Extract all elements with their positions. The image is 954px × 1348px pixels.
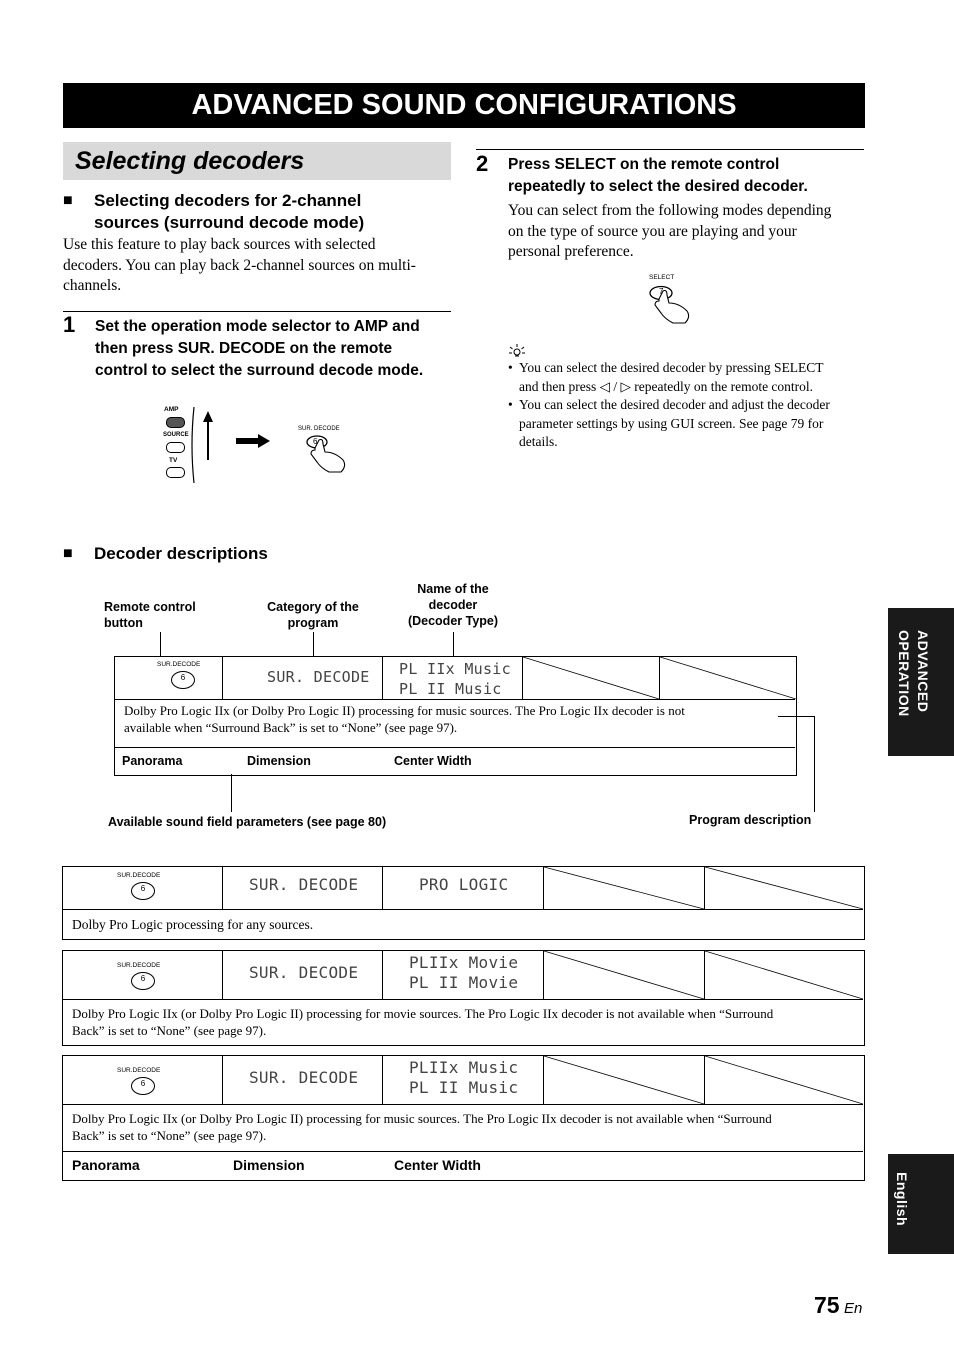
decoder-desc-line1: Dolby Pro Logic IIx (or Dolby Pro Logic II) processing for music sources. The Pro Logic IIx decoder is not available when “Surround <box>72 1111 772 1126</box>
legend-button-cell <box>115 657 223 699</box>
tip1-line2: and then press ◁ / ▷ repeatedly on the remote control. <box>519 378 814 394</box>
empty-slot-diagonal <box>544 951 704 999</box>
callout-params: Available sound field parameters (see page 80) <box>108 815 387 829</box>
decoder-button-cell <box>63 951 223 999</box>
decoder-category: SUR. DECODE <box>249 875 359 894</box>
legend-decoder-table <box>114 656 797 776</box>
legend-program-description <box>124 702 784 736</box>
tip1-line1: • You can select the desired decoder by pressing SELECT <box>519 360 824 375</box>
empty-slot-diagonal <box>705 1056 863 1104</box>
side-tab-english-text: English <box>894 1172 910 1227</box>
decoder-name-line1: PLIIx Movie <box>409 953 519 972</box>
decoder-name-line2: PL II Movie <box>409 973 519 992</box>
step1-rule <box>63 311 451 312</box>
legend-decoder-line2: PL II Music <box>399 680 502 698</box>
tip-item <box>508 359 864 396</box>
decoder-category: SUR. DECODE <box>249 1068 359 1087</box>
decoder-button-cell <box>63 867 223 909</box>
amp-label: AMP <box>164 406 179 413</box>
step2-line2: repeatedly to select the desired decoder. <box>508 178 808 195</box>
decoder-table-pro-logic <box>62 866 865 940</box>
empty-slot-diagonal <box>544 867 704 909</box>
decoder-button-label: SUR.DECODE <box>117 872 161 879</box>
decoder-desc-line2: Back” is set to “None” (see page 97). <box>72 1128 267 1143</box>
legend-desc-line2: available when “Surround Back” is set to “None” (see page 97). <box>124 720 458 735</box>
pressing-hand-icon <box>305 434 350 474</box>
page-lang: En <box>844 1300 863 1317</box>
decoder-table-pliix-music <box>62 1055 865 1181</box>
square-bullet-icon: ■ <box>63 545 73 562</box>
side-tab-advanced-text <box>894 630 932 717</box>
legend-category: SUR. DECODE <box>267 668 370 686</box>
source-label: SOURCE <box>163 432 189 438</box>
param-panorama: Panorama <box>72 1157 140 1173</box>
step2-line1: Press SELECT on the remote control <box>508 156 780 173</box>
empty-slot-diagonal <box>544 1056 704 1104</box>
decoder-name-line1: PLIIx Music <box>409 1058 519 1077</box>
callout-name-line1: Name of the <box>417 582 489 596</box>
up-arrow-icon <box>188 405 218 485</box>
tip2-line2: parameter settings by using GUI screen. See page 79 for <box>519 415 824 431</box>
tips-list <box>508 359 864 452</box>
legend-param-center-width: Center Width <box>394 754 472 768</box>
callout-leader-program-desc-h <box>778 716 815 717</box>
callout-leader-program-desc-v <box>814 716 815 812</box>
step2-rule <box>476 149 864 150</box>
param-dimension: Dimension <box>233 1157 305 1173</box>
amp-selector-button <box>166 417 185 428</box>
step1-instruction <box>95 316 423 382</box>
callout-category-line1: Category of the <box>267 600 359 614</box>
page-header <box>63 83 865 128</box>
decoder-button-number: 6 <box>140 884 146 893</box>
select-number: 7 <box>659 287 664 296</box>
tip-item <box>508 396 864 452</box>
step2-body <box>508 201 864 263</box>
callout-leader-remote <box>160 632 161 656</box>
remote-selector-illustration <box>160 400 360 490</box>
tv-selector-button <box>166 467 185 478</box>
legend-decoder-name <box>399 659 511 699</box>
tip2-line3: details. <box>519 434 558 449</box>
empty-slot-diagonal <box>523 657 659 699</box>
intro-line3: channels. <box>63 277 122 294</box>
callout-name-line2: decoder <box>428 598 478 612</box>
callout-remote-line1: Remote control <box>104 600 196 614</box>
intro-line1: Use this feature to play back sources with selected <box>63 236 376 253</box>
callout-decoder-name <box>393 581 513 629</box>
sur-decode-label: SUR. DECODE <box>298 426 340 432</box>
decoder-button-label: SUR.DECODE <box>117 1067 161 1074</box>
tv-label: TV <box>169 457 178 464</box>
side-tab-advanced-line2: OPERATION <box>896 630 912 717</box>
callout-remote-line2: button <box>104 616 143 630</box>
legend-button-icon <box>171 671 195 689</box>
subsection-title-line1: Selecting decoders for 2-channel <box>94 191 362 210</box>
side-tab-english <box>888 1154 954 1254</box>
step1-line2: then press SUR. DECODE on the remote <box>95 340 393 357</box>
subsection-intro <box>63 235 453 297</box>
empty-slot-diagonal <box>660 657 796 699</box>
legend-button-number: 6 <box>180 673 186 682</box>
subsection-heading <box>63 190 364 234</box>
decoder-button-number: 6 <box>140 974 146 983</box>
callout-remote-button <box>104 599 222 631</box>
section-title: Selecting decoders <box>63 142 451 180</box>
callout-leader-category <box>313 632 314 656</box>
decoder-desc-line2: Back” is set to “None” (see page 97). <box>72 1023 267 1038</box>
decoder-table-pliix-movie <box>62 950 865 1046</box>
lightbulb-hint-icon <box>508 343 526 359</box>
decoder-descriptions-title: Decoder descriptions <box>94 544 268 563</box>
step1-line3: control to select the surround decode mode. <box>95 362 424 379</box>
decoder-desc-line1: Dolby Pro Logic IIx (or Dolby Pro Logic II) processing for movie sources. The Pro Logic IIx decoder is not available when “Surround <box>72 1006 774 1021</box>
empty-slot-diagonal <box>705 867 863 909</box>
source-selector-button <box>166 442 185 453</box>
decoder-name <box>409 1058 518 1098</box>
legend-decoder-line1: PL IIx Music <box>399 660 511 678</box>
intro-line2: decoders. You can play back 2-channel sources on multi- <box>63 256 416 274</box>
select-label: SELECT <box>649 274 675 281</box>
side-tab-advanced-line1: ADVANCED <box>915 630 931 713</box>
decoder-category: SUR. DECODE <box>249 963 359 982</box>
sur-decode-button-icon <box>131 1077 155 1095</box>
legend-button-label: SUR.DECODE <box>157 661 201 668</box>
decoder-descriptions-heading <box>63 543 268 565</box>
subsection-title-line2: sources (surround decode mode) <box>94 213 365 232</box>
step2-instruction <box>508 154 808 198</box>
param-center-width: Center Width <box>394 1157 481 1173</box>
empty-slot-diagonal <box>705 951 863 999</box>
callout-leader-params <box>231 774 232 812</box>
callout-name-line3: (Decoder Type) <box>407 614 499 628</box>
legend-param-dimension: Dimension <box>247 754 311 768</box>
sur-decode-button-icon <box>131 882 155 900</box>
decoder-name-line2: PL II Music <box>409 1078 519 1097</box>
decoder-button-number: 6 <box>140 1079 146 1088</box>
sur-decode-number: 6 <box>313 437 318 446</box>
callout-category <box>252 599 374 631</box>
step2-body-line1: You can select from the following modes depending <box>508 202 832 219</box>
decoder-button-label: SUR.DECODE <box>117 962 161 969</box>
decoder-description <box>72 1005 857 1039</box>
square-bullet-icon: ■ <box>63 192 73 209</box>
page-number-value: 75 <box>814 1292 840 1318</box>
pressing-hand-icon <box>648 284 693 326</box>
decoder-button-cell <box>63 1056 223 1104</box>
decoder-name: PRO LOGIC <box>419 875 509 894</box>
tip2-line1: • You can select the desired decoder and adjust the decoder <box>519 397 830 412</box>
sur-decode-button-icon <box>131 972 155 990</box>
legend-desc-line1: Dolby Pro Logic IIx (or Dolby Pro Logic II) processing for music sources. The Pro Logic IIx decoder is not <box>124 703 685 718</box>
step2-number: 2 <box>476 151 489 176</box>
page-header-title: ADVANCED SOUND CONFIGURATIONS <box>191 89 737 121</box>
decoder-name <box>409 953 518 993</box>
step1-line1: Set the operation mode selector to AMP and <box>95 318 420 335</box>
step1-number: 1 <box>63 312 76 337</box>
callout-leader-name <box>453 632 454 656</box>
decoder-description <box>72 1110 857 1144</box>
page-number <box>814 1292 862 1319</box>
callout-program-description: Program description <box>689 813 812 827</box>
step2-body-line3: personal preference. <box>508 243 634 260</box>
callout-category-line2: program <box>287 616 339 630</box>
step2-body-line2: on the type of source you are playing and your <box>508 222 797 240</box>
side-tab-advanced-operation <box>888 608 954 756</box>
legend-param-panorama: Panorama <box>122 754 183 768</box>
right-arrow-icon <box>236 434 272 448</box>
decoder-description: Dolby Pro Logic processing for any sources. <box>72 917 314 932</box>
